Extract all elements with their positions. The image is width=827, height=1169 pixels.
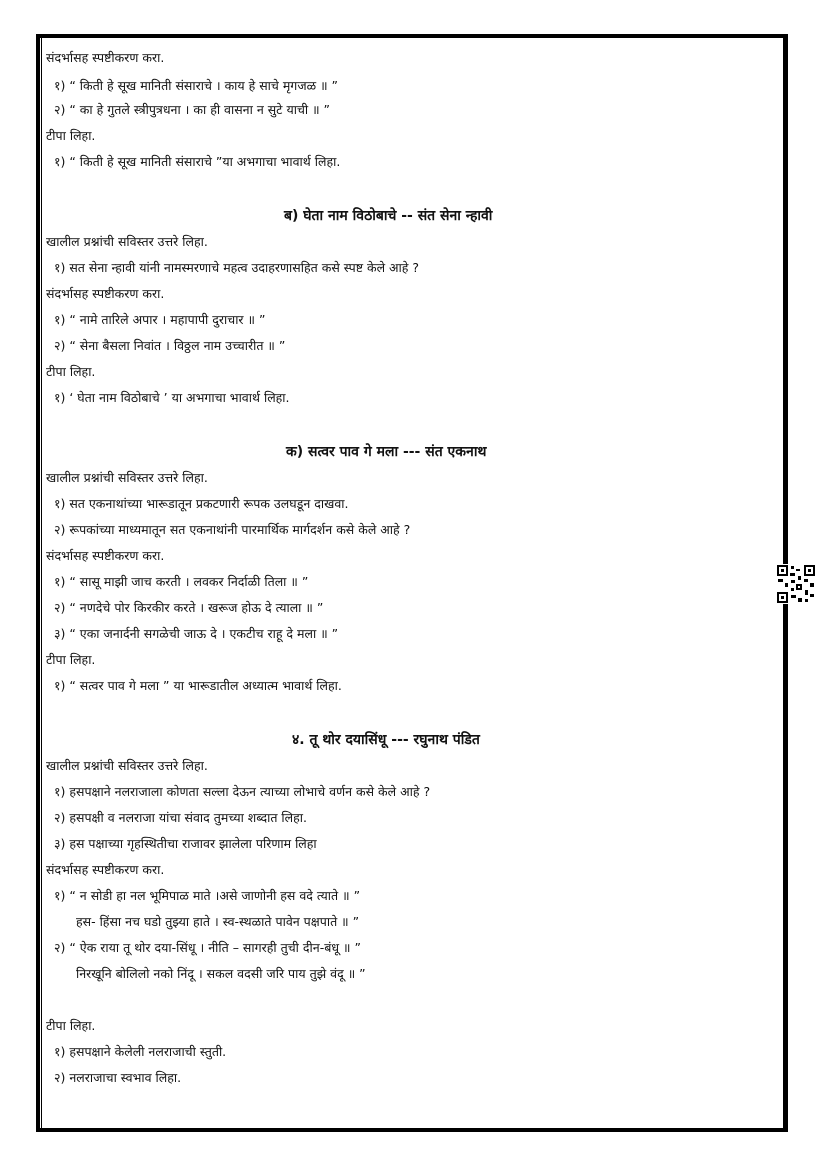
section-heading: ४. तू थोर दयासिंधू --- रघुनाथ पंडित [292, 732, 480, 748]
section-heading: ब) घेता नाम विठोबाचे -- संत सेना न्हावी [284, 208, 493, 224]
section-heading: क) सत्वर पाव गे मला --- संत एकनाथ [286, 444, 487, 460]
question-item: २) हसपक्षी व नलराजा यांचा संवाद तुमच्या शब्दात लिहा. [54, 810, 307, 825]
question-item-continuation: निरखूनि बोलिलो नको निंदू । सकल वदसी जरि पाय तुझे वंदू ॥ ” [76, 966, 366, 981]
question-item-continuation: हस- हिंसा नच घडो तुझ्या हाते । स्व-स्थळाते पावेन पक्षपाते ॥ ” [76, 914, 360, 929]
question-item: १) हसपक्षाने नलराजाला कोणता सल्ला देऊन त्याच्या लोभाचे वर्णन कसे केले आहे ? [54, 784, 431, 799]
question-item: १) “ सासू माझी जाच करती । लवकर निर्दाळी तिला ॥ ” [54, 574, 309, 589]
question-item: २) “ का हे गुतले स्त्रीपुत्रधना । का ही वासना न सुटे याची ॥ ” [54, 102, 331, 117]
border-rule-left [41, 38, 42, 1128]
section-instruction: संदर्भासह स्पष्टीकरण करा. [46, 50, 165, 65]
question-item: ३) हस पक्षाच्या गृहस्थितीचा राजावर झालेला परिणाम लिहा [54, 836, 317, 851]
question-item: १) सत सेना न्हावी यांनी नामस्मरणाचे महत्व उदाहरणासहित कसे स्पष्ट केले आहे ? [54, 260, 420, 275]
question-item: २) “ सेना बैसला निवांत । विठ्ठल नाम उच्चारीत ॥ ” [54, 338, 286, 353]
section-instruction: संदर्भासह स्पष्टीकरण करा. [46, 286, 165, 301]
section-instruction: संदर्भासह स्पष्टीकरण करा. [46, 548, 165, 563]
section-instruction: टीपा लिहा. [46, 1018, 96, 1033]
question-item: १) सत एकनाथांच्या भारूडातून प्रकटणारी रूपक उलघडून दाखवा. [54, 496, 349, 511]
question-item: ३) “ एका जनार्दनी सगळेची जाऊ दे । एकटीच राहू दे मला ॥ ” [54, 626, 339, 641]
question-item: २) “ ऐक राया तू थोर दया-सिंधू । नीति – सागरही तुची दीन-बंधू ॥ ” [54, 940, 361, 955]
question-item: १) “ सत्वर पाव गे मला ” या भारूडातील अध्यात्म भावार्थ लिहा. [54, 678, 342, 693]
question-item: १) ‘ घेता नाम विठोबाचे ’ या अभगाचा भावार्थ लिहा. [54, 390, 290, 405]
question-item: १) हसपक्षाने केलेली नलराजाची स्तुती. [54, 1044, 227, 1059]
qr-code-icon [776, 564, 816, 604]
question-item: २) नलराजाचा स्वभाव लिहा. [54, 1070, 182, 1085]
question-item: २) “ नणदेचे पोर किरकीर करते । खरूज होऊ दे त्याला ॥ ” [54, 600, 324, 615]
section-instruction: खालील प्रश्नांची सविस्तर उत्तरे लिहा. [46, 470, 208, 485]
section-instruction: टीपा लिहा. [46, 128, 96, 143]
question-item: १) “ किती हे सूख मानिती संसाराचे । काय हे साचे मृगजळ ॥ ” [54, 78, 339, 93]
question-item: १) “ न सोडी हा नल भूमिपाळ माते ।असे जाणोनी हस वदे त्याते ॥ ” [54, 888, 361, 903]
question-item: १) “ नामे तारिले अपार । महापापी दुराचार ॥ ” [54, 312, 266, 327]
section-instruction: संदर्भासह स्पष्टीकरण करा. [46, 862, 165, 877]
question-item: २) रूपकांच्या माध्यमातून सत एकनाथांनी पारमार्थिक मार्गदर्शन कसे केले आहे ? [54, 522, 411, 537]
question-item: १) “ किती हे सूख मानिती संसाराचे ”या अभगाचा भावार्थ लिहा. [54, 154, 341, 169]
section-instruction: टीपा लिहा. [46, 652, 96, 667]
section-instruction: खालील प्रश्नांची सविस्तर उत्तरे लिहा. [46, 234, 208, 249]
section-instruction: खालील प्रश्नांची सविस्तर उत्तरे लिहा. [46, 758, 208, 773]
section-instruction: टीपा लिहा. [46, 364, 96, 379]
